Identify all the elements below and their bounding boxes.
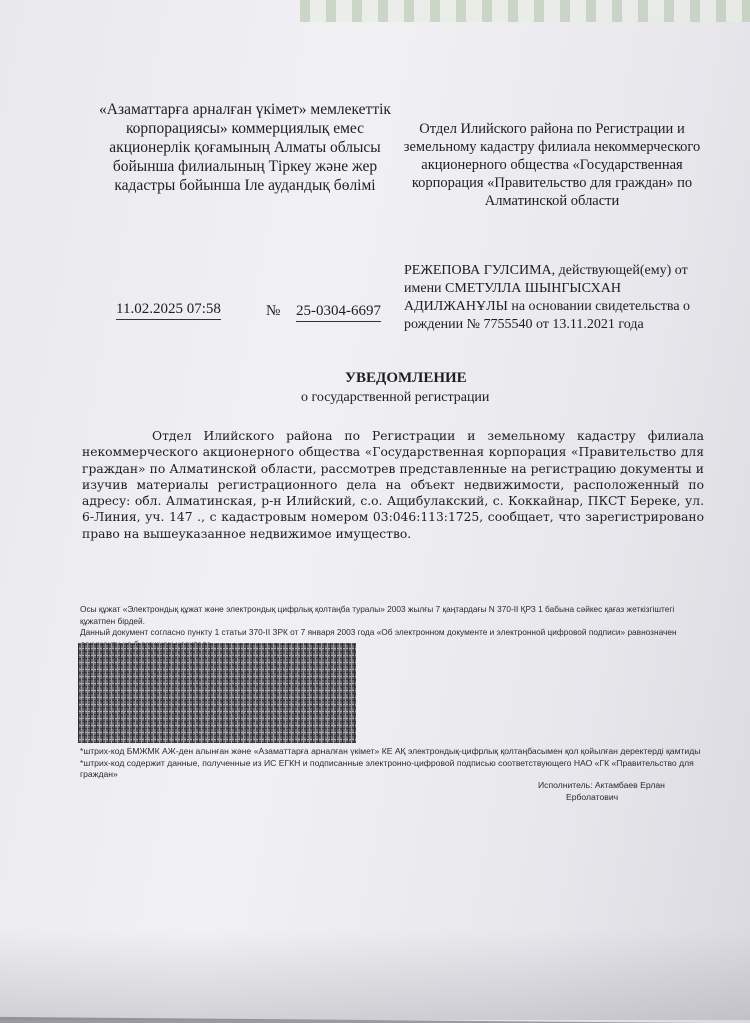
footnote-ru: *штрих-код содержит данные, полученные из ИС ЕГКН и подписанные электронно-цифровой подписью соответствующего НАО «ГК «Правительство для граждан» [80, 757, 694, 779]
bottom-shadow [0, 930, 750, 1020]
footnote-kz: *штрих-код БМЖМК АЖ-ден алынған және «Азаматтарға арналған үкімет» КЕ АҚ электрондық-цифрлық қолтаңбасымен қол қойылған деректерді қамтиды [80, 746, 701, 756]
decorative-pattern [300, 0, 750, 22]
legal-statement-ru: Данный документ согласно пункту 1 статьи 370-II ЗРК от 7 января 2003 года «Об электронном документе и электронной цифровой подписи» равнозначен [80, 627, 677, 637]
legal-statement-kz: Осы құжат «Электрондық құжат және электрондық цифрлық қолтаңба туралы» 2003 жылғы 7 қаңтардағы N 370-II ҚРЗ 1 бабына сәйкес қағаз жеткізгіштегі құжатпен бірдей. [80, 604, 675, 626]
header-left-kazakh: «Азаматтарға арналған үкімет» мемлекеттік корпорациясы» коммерциялық емес акционерлік қоғамының Алматы облысы бойынша филиалының Тіркеу және жер кадастры бойынша Іле аудандық бөлімі [99, 101, 391, 194]
notice-body: Отдел Илийского района по Регистрации и земельному кадастру филиала некоммерческого акционерного общества «Государственная корпорация «Правительство для граждан» по Алматинской области, рассмотрев представленные на регистрацию документы и изучив материалы регистрационного дела на объект недвижимости, расположенный по адресу: обл. Алматинская, р-н Илийский, с.о. Ащибулакский, с. Коккайнар, ПКСТ Береке, ул. 6-Линия, уч. 147 ., с кадастровым номером 03:046:113:1725, сообщает, что зарегистрировано право на вышеуказанное недвижимое имущество. [82, 429, 704, 541]
document-number: 25-0304-6697 [296, 303, 381, 322]
notice-title: УВЕДОМЛЕНИЕ [345, 370, 467, 386]
number-sign: № [266, 303, 281, 319]
executor-line-1: Исполнитель: Актамбаев Ерлан [538, 780, 665, 790]
executor-line-2: Ерболатович [566, 791, 619, 802]
barcode-footnotes [80, 746, 706, 781]
notice-subtitle: о государственной регистрации [301, 390, 490, 405]
document-date: 11.02.2025 07:58 [116, 301, 221, 320]
header-right-russian: Отдел Илийского района по Регистрации и земельному кадастру филиала некоммерческого акционерного общества «Государственная корпорация «Правительство для граждан» по Алматинской области [403, 121, 701, 209]
recipient-block: РЕЖЕПОВА ГУЛСИМА, действующей(ему) от имени СМЕТУЛЛА ШЫНГЫСХАН АДИЛЖАНҰЛЫ на основании свидетельства о рождении № 7755540 от 13.11.2021 года [404, 263, 691, 332]
executor-signature [538, 780, 738, 803]
qr-barcode-image [78, 643, 356, 743]
